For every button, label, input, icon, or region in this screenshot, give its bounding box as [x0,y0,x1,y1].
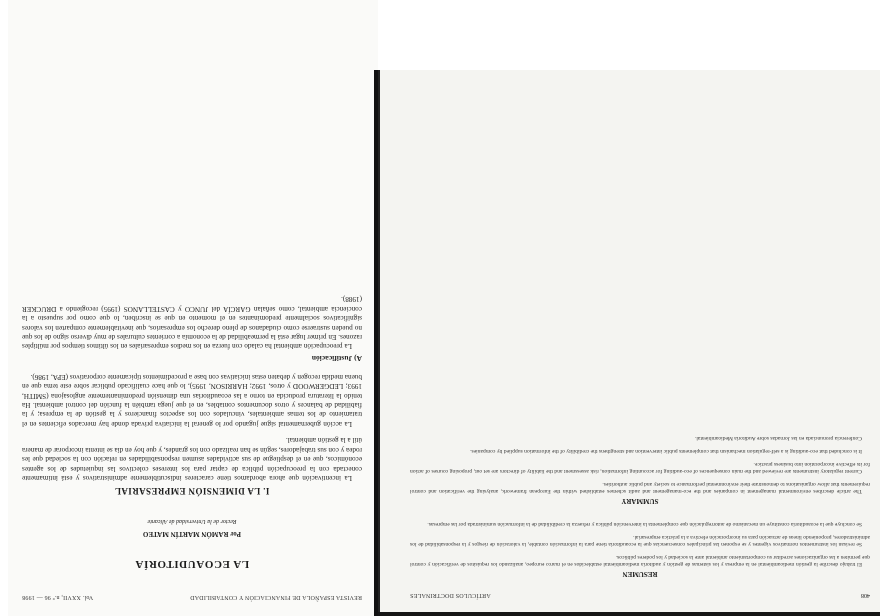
journal-volume: Vol. XXVII, n.º 96 — 1998 [22,594,94,600]
section-header: ARTÍCULOS DOCTRINALES [410,592,491,598]
article-title: LA ECOAUDITORÍA [134,558,250,570]
footnote: Conferencia pronunciada en las Jornadas sobre Auditoría Medioambiental. [694,435,862,442]
right-page-content [410,78,870,598]
abstract-paragraph: Se revisan los instrumentos normativos vigentes y se exponen las principales consecuencias que la ecoauditoría tiene para la información contable, la valoración de riesgos y la responsabilidad de los administradores, proponiendo líneas de actuación para su incorporación efectiva a la práctica empresarial. [410,533,870,547]
page-number: 408 [861,592,870,598]
journal-name: REVISTA ESPAÑOLA DE FINANCIACIÓN Y CONTABILIDAD [190,594,362,600]
body-paragraph: La preocupación ambiental ha calado con fuerza en los medios empresariales en los últimos tiempos por múltiples razones. En primer lugar está la permeabilidad de la economía a corrientes culturales de muy diverso signo de los que no pueden sustraerse como ciudadanos de pleno derecho los empresarios, que inevitablemente comparten los valores significativos socialmente predominantes en el momento en que se inscriben, lo que como por supuesto a la conciencia ambiental, como señalan GARCÍA del JUNCO y CASTELLANOS (1995) recogiendo a DRUCKER (1988). [22,295,362,351]
summary-heading: SUMMARY [621,497,659,506]
body-paragraph: La incentivación que ahora abordamos tiene caracteres indiscutiblemente administrativos y está íntimamente conectada con la preocupación pública de captar para los intereses colectivos las inquietudes de los agentes económicos, que en el despliegue de sus actividades asumen responsabilidades en relación con la sociedad que les rodea y con sus trabajadores, según se han realizado con los grandes, y que hoy en día se intenta incorporar de manera útil a la gestión ambiental. [22,436,362,482]
page-spine-shadow [374,70,378,616]
author-affiliation: Rector de la Universidad de Alicante [147,518,237,524]
running-header [22,594,362,600]
abstract-paragraph: El trabajo describe la gestión medioambiental en la empresa y los sistemas de gestión y auditoría medioambiental establecidos en el marco europeo, analizando los requisitos de verificación y control que permiten a las organizaciones acreditar su comportamiento ambiental ante la sociedad y los poderes públicos. [410,553,870,567]
summary-paragraph: The article describes environmental management in companies and the eco-management and audit schemes established within the European framework, analysing the verification and control requirements that allow organisations to demonstrate their environmental performance to society and public authorities. [410,481,870,495]
body-paragraph: La acción gubernamental sigue jugando por lo general la iniciativa privada donde hay mercados eficientes en el tratamiento de los temas ambientales, vinculados con los aspectos financieros y la gestión de la empresa; y la fiabilidad de balances y otros documentos contables, en el que juega también la función del control ambiental. Ha tenido la literatura producida en torno a las ecoauditorías una dimensión predominantemente anglosajona (SMITH, 1993; LEDGERWOOD y otros, 1992; HARRISON, 1995), lo que hace cualificado publicar sobre este tema que en buena medida recogen y debaten estas iniciativas con base a procedimientos típicamente corporativos (EPA, 1986). [22,372,362,428]
article-author: Por RAMÓN MARTÍN MATEO [142,530,242,538]
abstract-paragraph: Se concluye que la ecoauditoría constituye un mecanismo de autorregulación que complementa la intervención pública y refuerza la credibilidad de la información suministrada por las empresas. [427,520,862,527]
subsection-title: A) Justificación [311,354,362,364]
page-bottom-shadow [378,612,880,616]
abstract-heading: RESUMEN [622,570,658,578]
left-page-content [22,20,362,600]
section-title: I. LA DIMENSIÓN EMPRESARIAL [114,486,270,496]
summary-paragraph: It is concluded that eco-auditing is a self-regulation mechanism that complements public intervention and strengthens the credibility of the information supplied by companies. [470,447,862,454]
summary-paragraph: Current regulatory instruments are reviewed and the main consequences of eco-auditing for accounting information, risk assessment and the liability of directors are set out, proposing courses of action for its effective incorporation into business practice. [410,460,870,475]
running-header [410,592,870,598]
